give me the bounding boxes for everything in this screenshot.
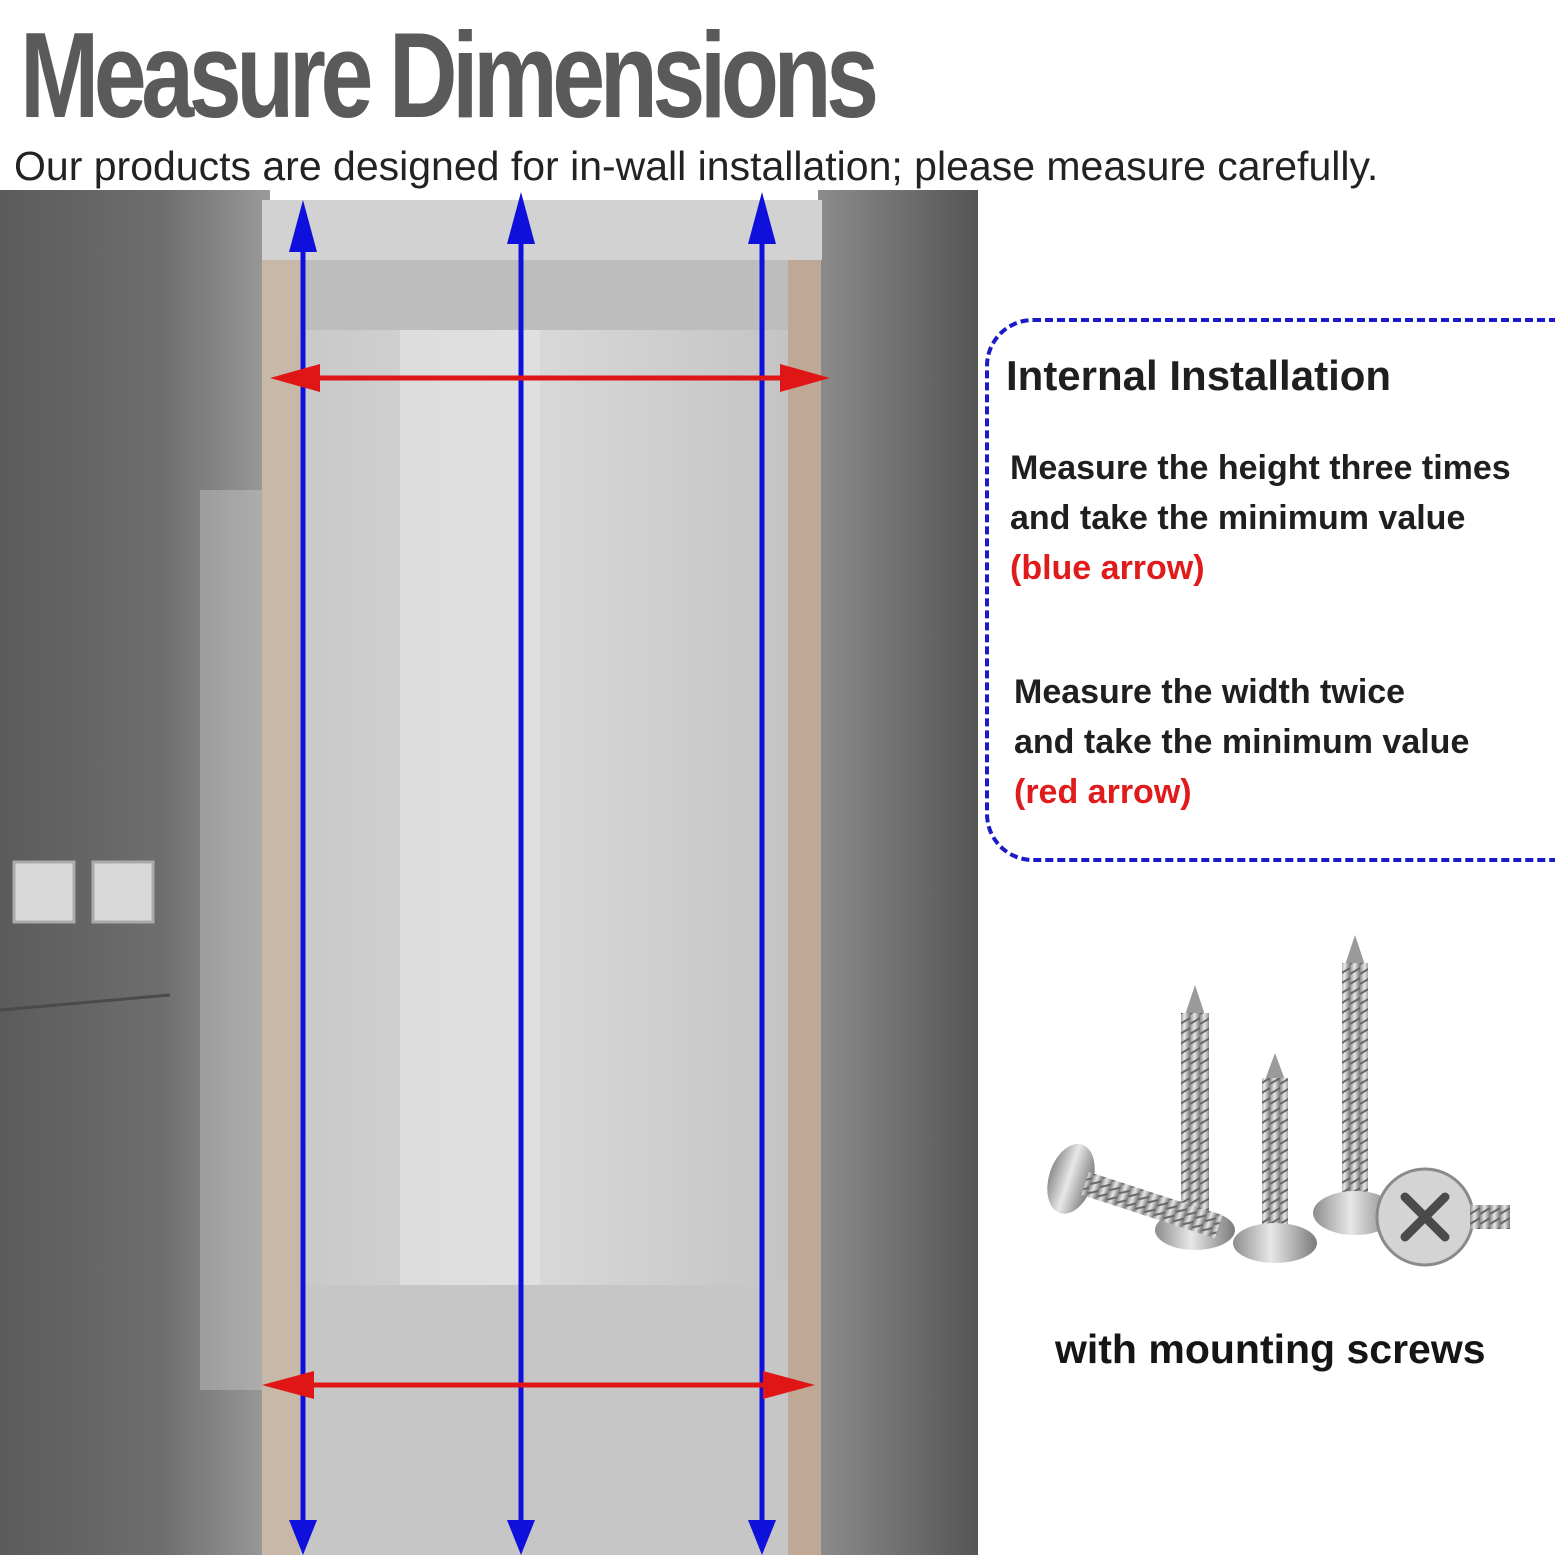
width-step-line2: and take the minimum value [1014, 723, 1470, 761]
wall-opening-photo [0, 190, 978, 1555]
height-step-note: (blue arrow) [1010, 549, 1205, 587]
page-title: Measure Dimensions [20, 7, 874, 143]
height-step-line2: and take the minimum value [1010, 499, 1466, 537]
width-step [1014, 667, 1469, 817]
screws-image [1030, 925, 1530, 1275]
height-step [1010, 443, 1511, 593]
screws-caption: with mounting screws [1055, 1326, 1486, 1372]
height-step-line1: Measure the height three times [1010, 449, 1511, 487]
card-title: Internal Installation [1006, 352, 1392, 399]
page-subtitle: Our products are designed for in-wall installation; please measure carefully. [14, 143, 1379, 189]
width-step-line1: Measure the width twice [1014, 673, 1406, 711]
width-step-note: (red arrow) [1014, 773, 1192, 811]
